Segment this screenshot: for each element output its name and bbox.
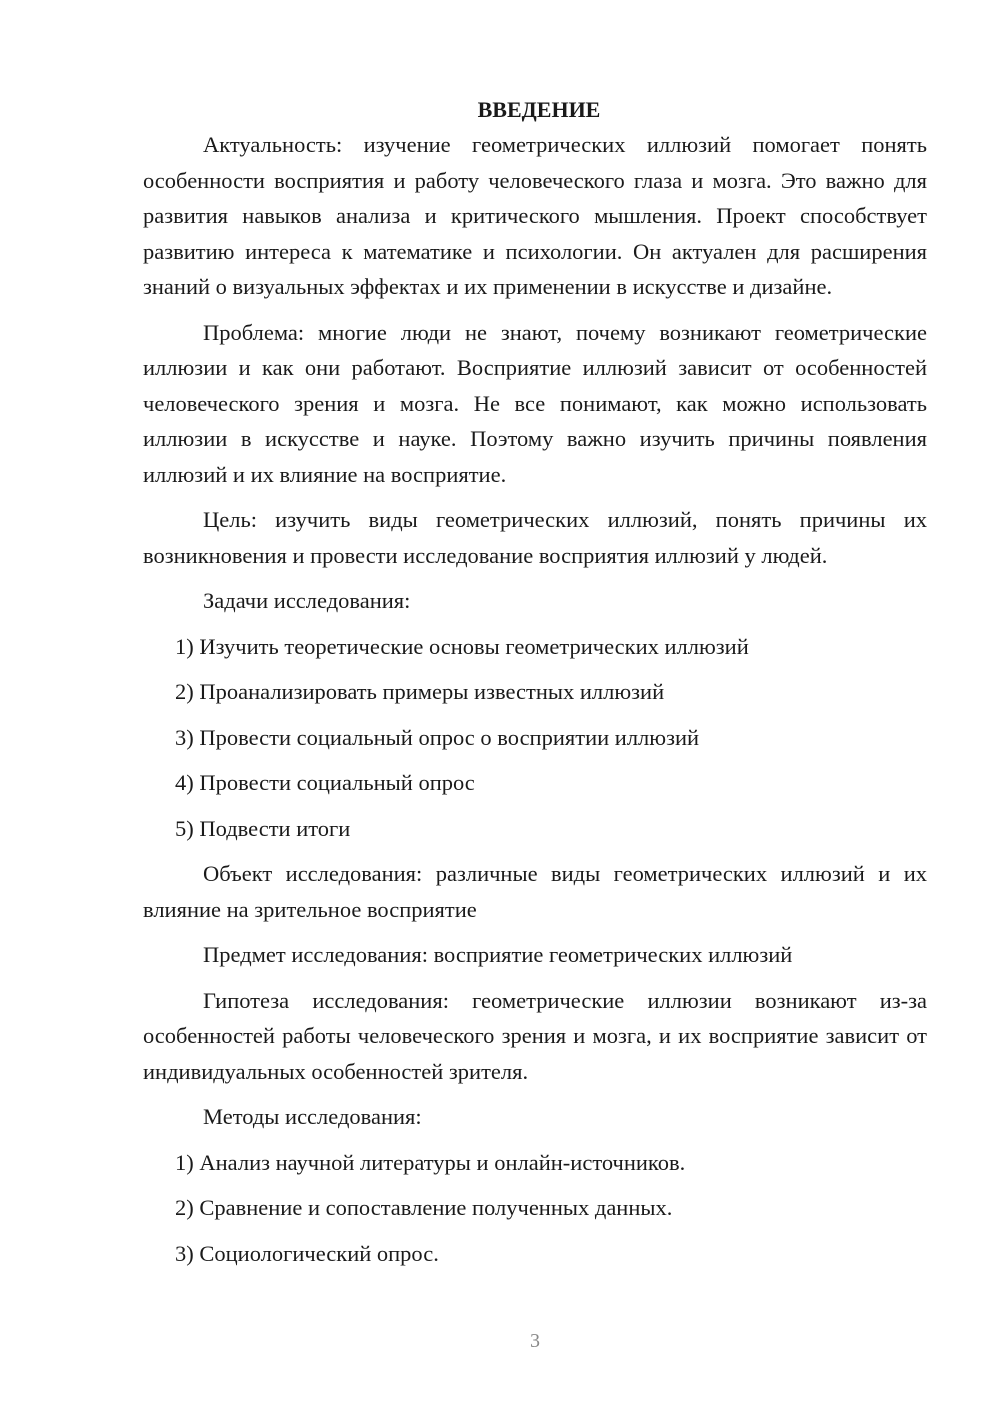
method-item: 1) Анализ научной литературы и онлайн-источников.	[175, 1149, 686, 1175]
method-item: 2) Сравнение и сопоставление полученных данных.	[175, 1195, 673, 1220]
page-content	[143, 92, 927, 1281]
task-item: 5) Подвести итоги	[175, 815, 351, 841]
hypothesis-paragraph: Гипотеза исследования: геометрические иллюзии возникают из-за особенностей работы человеческого зрения и мозга, и их восприятие зависит от индивидуальных особенностей зрителя.	[143, 987, 927, 1084]
task-item: 4) Провести социальный опрос	[175, 770, 475, 795]
method-item: 3) Социологический опрос.	[175, 1240, 439, 1266]
task-item: 2) Проанализировать примеры известных иллюзий	[175, 679, 665, 704]
problem-paragraph: Проблема: многие люди не знают, почему возникают геометрические иллюзии и как они работают. Восприятие иллюзий зависит от особенностей человеческого зрения и мозга. Не все понимают, как можно использовать иллюзии в искусстве и науке. Поэтому важно изучить причины появления иллюзий и их влияние на восприятие.	[143, 319, 927, 487]
goal-paragraph: Цель: изучить виды геометрических иллюзий, понять причины их возникновения и провести исследование восприятия иллюзий у людей.	[143, 507, 927, 568]
tasks-heading: Задачи исследования:	[203, 588, 411, 613]
object-paragraph: Объект исследования: различные виды геометрических иллюзий и их влияние на зрительное восприятие	[143, 861, 927, 922]
methods-heading: Методы исследования:	[203, 1104, 422, 1129]
subject-paragraph: Предмет исследования: восприятие геометрических иллюзий	[203, 942, 793, 967]
section-title: ВВЕДЕНИЕ	[477, 97, 601, 122]
task-item: 3) Провести социальный опрос о восприятии иллюзий	[175, 724, 700, 750]
task-item: 1) Изучить теоретические основы геометрических иллюзий	[175, 633, 749, 659]
page-number: 3	[530, 1330, 540, 1352]
relevance-paragraph: Актуальность: изучение геометрических иллюзий помогает понять особенности восприятия и работу человеческого глаза и мозга. Это важно для развития навыков анализа и критического мышления. Проект способствует развитию интереса к математике и психологии. Он актуален для расширения знаний о визуальных эффектах и их применении в искусстве и дизайне.	[143, 132, 927, 299]
